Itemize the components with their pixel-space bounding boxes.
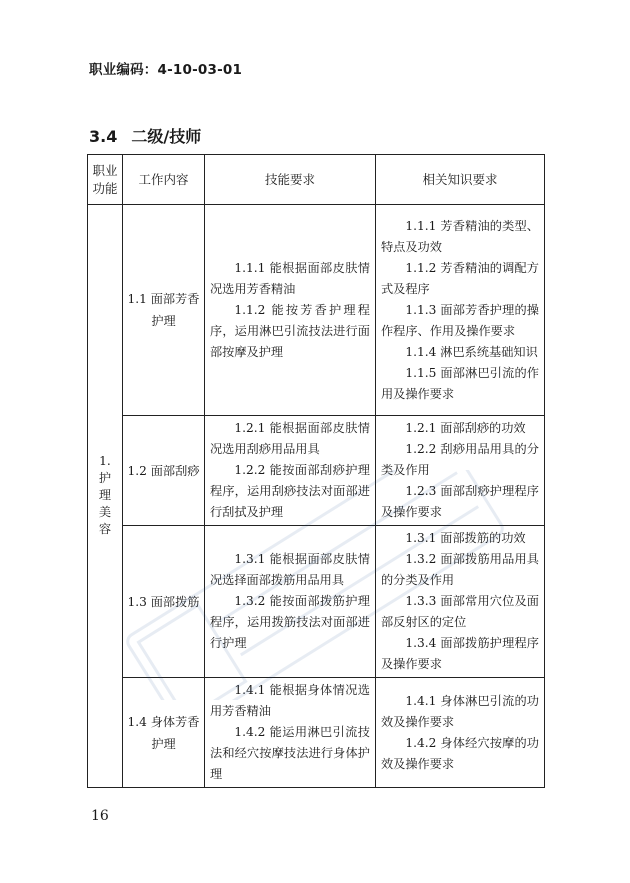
knowledge-item: 1.3.2 面部拨筋用品用具的分类及作用 xyxy=(381,552,539,587)
knowledge-item: 1.3.1 面部拨筋的功效 xyxy=(405,531,526,545)
header-function: 职业功能 xyxy=(88,155,123,205)
occupation-code: 职业编码：4-10-03-01 xyxy=(89,62,243,78)
table-row xyxy=(88,205,545,416)
skill-item: 1.2.1 能根据面部皮肤情况选用刮痧用品用具 xyxy=(210,421,370,456)
knowledge-cell xyxy=(376,416,545,526)
knowledge-item: 1.1.3 面部芳香护理的操作程序、作用及操作要求 xyxy=(381,302,539,338)
skill-item: 1.2.2 能按面部刮痧护理程序，运用刮痧技法对面部进行刮拭及护理 xyxy=(210,463,370,519)
knowledge-item: 1.4.1 身体淋巴引流的功效及操作要求 xyxy=(381,693,539,729)
work-content-cell: 1.2 面部刮痧 xyxy=(123,416,205,526)
header-work-content: 工作内容 xyxy=(123,155,205,205)
table-row xyxy=(88,416,545,526)
knowledge-item: 1.2.1 面部刮痧的功效 xyxy=(405,421,526,435)
knowledge-cell xyxy=(376,205,545,416)
work-content-cell: 1.3 面部拨筋 xyxy=(123,526,205,678)
section-number: 3.4 xyxy=(89,127,118,146)
header-knowledge-requirements: 相关知识要求 xyxy=(376,155,545,205)
section-heading xyxy=(89,124,201,147)
knowledge-cell xyxy=(376,526,545,678)
skill-requirements-table xyxy=(87,154,545,788)
knowledge-item: 1.4.2 身体经穴按摩的功效及操作要求 xyxy=(381,735,539,771)
knowledge-cell xyxy=(376,678,545,788)
skill-cell xyxy=(205,678,376,788)
knowledge-item: 1.2.2 刮痧用品用具的分类及作用 xyxy=(381,442,539,477)
knowledge-item: 1.2.3 面部刮痧护理程序及操作要求 xyxy=(381,484,539,519)
function-cell xyxy=(88,205,123,788)
skill-item: 1.4.2 能运用淋巴引流技法和经穴按摩技法进行身体护理 xyxy=(210,725,370,781)
skill-item: 1.3.1 能根据面部皮肤情况选择面部拨筋用品用具 xyxy=(210,552,370,587)
skill-cell xyxy=(205,205,376,416)
knowledge-item: 1.1.5 面部淋巴引流的作用及操作要求 xyxy=(381,365,539,401)
table-row xyxy=(88,678,545,788)
skill-item: 1.4.1 能根据身体情况选用芳香精油 xyxy=(210,683,370,718)
header-skill-requirements: 技能要求 xyxy=(205,155,376,205)
knowledge-item: 1.1.4 淋巴系统基础知识 xyxy=(405,344,538,359)
section-title: 二级/技师 xyxy=(131,127,202,146)
knowledge-item: 1.3.4 面部拨筋护理程序及操作要求 xyxy=(381,636,539,671)
knowledge-item: 1.1.1 芳香精油的类型、特点及功效 xyxy=(381,218,539,254)
function-label: 1. 护理美容 xyxy=(98,453,112,536)
work-content-cell: 1.1 面部芳香护理 xyxy=(123,205,205,416)
table-header-row xyxy=(88,155,545,205)
skill-cell xyxy=(205,526,376,678)
skill-cell xyxy=(205,416,376,526)
page-number: 16 xyxy=(91,808,109,824)
work-content-cell: 1.4 身体芳香护理 xyxy=(123,678,205,788)
skill-item: 1.1.2 能按芳香护理程序，运用淋巴引流技法进行面部按摩及护理 xyxy=(210,302,370,359)
skill-item: 1.1.1 能根据面部皮肤情况选用芳香精油 xyxy=(210,260,370,296)
knowledge-item: 1.1.2 芳香精油的调配方式及程序 xyxy=(381,260,539,296)
table-row xyxy=(88,526,545,678)
knowledge-item: 1.3.3 面部常用穴位及面部反射区的定位 xyxy=(381,594,539,629)
skill-item: 1.3.2 能按面部拨筋护理程序，运用拨筋技法对面部进行护理 xyxy=(210,594,370,650)
